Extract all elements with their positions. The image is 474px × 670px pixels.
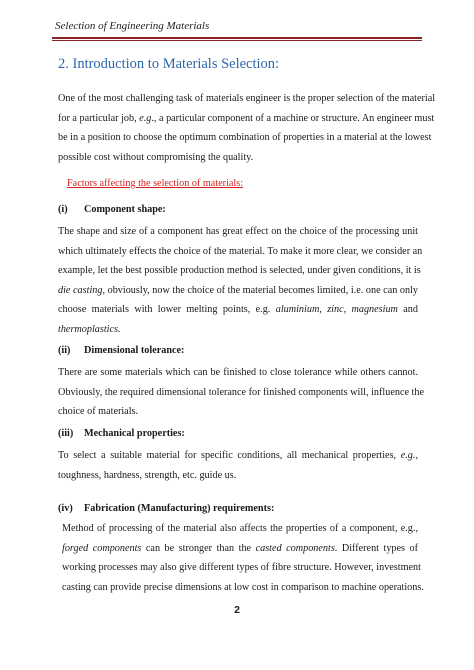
text-line: die casting, obviously, now the choice of the material becomes limited, i.e. one can only [58, 284, 419, 296]
fabrication-paragraph [62, 519, 424, 597]
text-line: choice of materials. [58, 406, 139, 417]
text-line: Obviously, the required dimensional tolerance for finished components will, influence the [58, 386, 424, 398]
text-line: Method of processing of the material also affects the properties of a component, e.g., [62, 523, 418, 534]
text-line: forged components can be stronger than the casted components. Different types of [62, 542, 419, 554]
intro-paragraph [58, 89, 436, 167]
subheading-fabrication-requirements: (iv) Fabrication (Manufacturing) requirements: [58, 503, 275, 514]
text-line: There are some materials which can be finished to close tolerance while others cannot. [58, 367, 418, 378]
dimensional-tolerance-paragraph [58, 363, 424, 422]
text-line: casting can provide precise dimensions at low cost in comparison to machine operations. [62, 581, 424, 593]
text-line: for a particular job, e.g., a particular component of a machine or structure. An engineer must [58, 112, 435, 124]
text-line: toughness, hardness, strength, etc. guide us. [58, 469, 237, 481]
text-line: be in a position to choose the optimum combination of properties in a material at the lowest [58, 132, 432, 143]
text-line: choose materials with lower melting points, e.g. aluminium, zinc, magnesium and [58, 304, 418, 315]
subheading-dimensional-tolerance: (ii) Dimensional tolerance: [58, 345, 185, 356]
text-line: thermoplastics. [58, 323, 121, 335]
text-line: example, let the best possible production method is selected, under given conditions, it is [58, 265, 421, 276]
text-line: One of the most challenging task of materials engineer is the proper selection of the material [58, 93, 436, 104]
running-header: Selection of Engineering Materials [55, 20, 210, 32]
header-rule-thin [52, 40, 422, 41]
subheading-mechanical-properties: (iii) Mechanical properties: [58, 428, 185, 439]
mechanical-properties-paragraph [58, 446, 418, 485]
component-shape-paragraph [58, 222, 423, 339]
subheading-component-shape: (i) Component shape: [58, 204, 166, 215]
text-line: To select a suitable material for specific conditions, all mechanical properties, e.g., [58, 450, 418, 461]
section-title: 2. Introduction to Materials Selection: [58, 56, 280, 72]
text-line: The shape and size of a component has great effect on the choice of the processing unit [58, 226, 418, 237]
page-number: 2 [234, 604, 240, 616]
factors-heading: Factors affecting the selection of materials: [67, 178, 244, 189]
header-rule [52, 37, 422, 39]
text-line: possible cost without compromising the quality. [58, 151, 254, 163]
text-line: which ultimately effects the choice of the material. To make it more clear, we consider an [58, 245, 423, 257]
text-line: working processes may also give different types of fibre structure. However, investment [62, 562, 421, 573]
